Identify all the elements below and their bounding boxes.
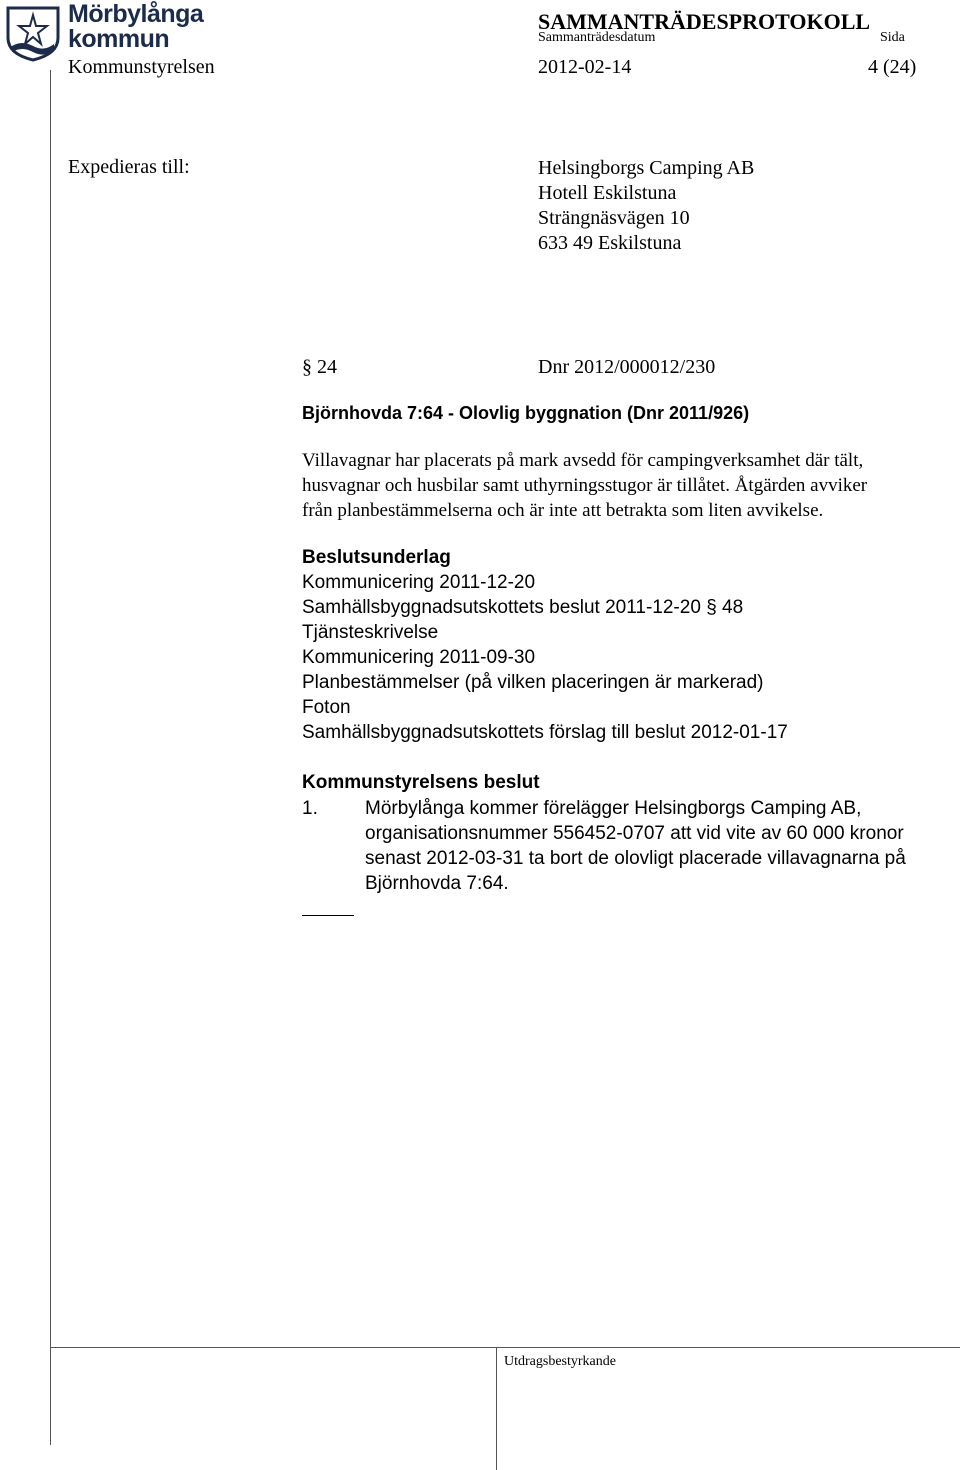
address-line: Strängnäsvägen 10 <box>538 207 690 229</box>
paragraph-description: Villavagnar har placerats på mark avsedd för campingverksamhet där tält, husvagnar och husbilar samt uthyrningsstugor är tillåtet. Åtgärden avviker från planbestämmelserna och är inte att betrakta som liten avvikelse. <box>302 450 868 521</box>
footer-divider <box>496 1347 497 1470</box>
address-line: 633 49 Eskilstuna <box>538 232 682 254</box>
section-mark: § <box>706 597 717 618</box>
decision-item-number: 1. <box>302 798 318 819</box>
address-line: Hotell Eskilstuna <box>538 182 677 204</box>
organ-name: Kommunstyrelsen <box>68 56 215 78</box>
basis-item: Kommunicering 2011-09-30 <box>302 647 536 668</box>
signature-label: Utdragsbestyrkande <box>504 1354 616 1369</box>
paragraph-number: § 24 <box>302 356 337 378</box>
section-mark: § <box>302 356 312 378</box>
basis-item: Samhällsbyggnadsutskottets förslag till beslut 2012-01-17 <box>302 722 788 743</box>
diary-number: Dnr 2012/000012/230 <box>538 356 716 378</box>
footer-line <box>50 1347 960 1348</box>
end-dash <box>302 915 354 916</box>
basis-item: Kommunicering 2011-12-20 <box>302 572 536 593</box>
recipient-label: Expedieras till: <box>68 156 190 178</box>
page-label: Sida <box>880 30 905 45</box>
decision-heading: Kommunstyrelsens beslut <box>302 772 540 793</box>
paragraph-title: Björnhovda 7:64 - Olovlig byggnation (Dnr 2011/926) <box>302 403 750 423</box>
page-number: 4 (24) <box>868 56 917 78</box>
meeting-date-label: Sammanträdesdatum <box>538 30 656 45</box>
meeting-date: 2012-02-14 <box>538 56 632 78</box>
basis-heading: Beslutsunderlag <box>302 547 451 568</box>
recipient-address <box>538 156 754 256</box>
left-margin-line <box>50 70 51 1445</box>
municipality-logo-text: Mörbylånga kommun <box>68 0 204 53</box>
address-line: Helsingborgs Camping AB <box>538 157 755 179</box>
basis-item: Tjänsteskrivelse <box>302 622 439 643</box>
basis-item: Planbestämmelser (på vilken placeringen är markerad) <box>302 672 764 693</box>
basis-item: Samhällsbyggnadsutskottets beslut 2011-12-20 § 48 <box>302 597 744 618</box>
document-title: SAMMANTRÄDESPROTOKOLL <box>538 9 871 34</box>
basis-item: Foton <box>302 697 351 718</box>
municipality-crest-icon <box>4 4 62 62</box>
decision-item-text: Mörbylånga kommer förelägger Helsingborgs Camping AB, organisationsnummer 556452-0707 att vid vite av 60 000 kronor senast 2012-03-31 ta bort de olovligt placerade villavagnarna på Björnhovda 7:64. <box>365 798 906 894</box>
basis-section <box>302 545 788 745</box>
